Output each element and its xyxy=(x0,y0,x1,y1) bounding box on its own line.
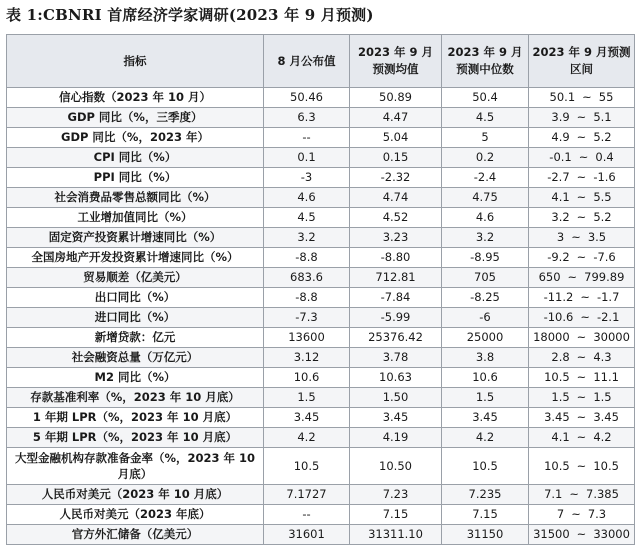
range-low-value: 4.9 xyxy=(551,130,570,144)
indicator-label: 大型金融机构存款准备金率（%，2023 年 10 月底） xyxy=(7,448,264,485)
forecast-mean-value: 1.50 xyxy=(350,388,442,408)
indicator-label: 1 年期 LPR（%，2023 年 10 月底） xyxy=(7,408,264,428)
table-row xyxy=(7,408,635,428)
forecast-median-value: -2.4 xyxy=(442,168,529,188)
table-row xyxy=(7,188,635,208)
range-high-value: 33000 xyxy=(593,527,630,541)
range-separator: ~ xyxy=(576,130,587,144)
forecast-median-value: 4.6 xyxy=(442,208,529,228)
indicator-label: 贸易顺差（亿美元） xyxy=(7,268,264,288)
forecast-range xyxy=(529,408,635,428)
forecast-median-value: -6 xyxy=(442,308,529,328)
forecast-range xyxy=(529,525,635,545)
forecast-range xyxy=(529,288,635,308)
aug-actual-value: 31601 xyxy=(264,525,350,545)
indicator-label: GDP 同比（%，三季度） xyxy=(7,108,264,128)
range-high-value: 1.5 xyxy=(593,390,612,404)
indicator-label: 5 年期 LPR（%，2023 年 10 月底） xyxy=(7,428,264,448)
aug-actual-value: 1.5 xyxy=(264,388,350,408)
table-row xyxy=(7,388,635,408)
range-high-value: 799.89 xyxy=(584,270,625,284)
forecast-mean-value: -8.80 xyxy=(350,248,442,268)
range-high-value: 0.4 xyxy=(595,150,614,164)
range-high-value: -1.6 xyxy=(593,170,616,184)
header-forecast-range: 2023 年 9 月预测 区间 xyxy=(529,35,635,88)
range-separator: ~ xyxy=(569,487,579,501)
forecast-median-value: 1.5 xyxy=(442,388,529,408)
range-separator: ~ xyxy=(576,190,587,204)
aug-actual-value: -- xyxy=(264,505,350,525)
forecast-mean-value: 50.89 xyxy=(350,88,442,108)
indicator-label: 社会消费品零售总额同比（%） xyxy=(7,188,264,208)
indicator-label: 出口同比（%） xyxy=(7,288,264,308)
indicator-label: 存款基准利率（%，2023 年 10 月底） xyxy=(7,388,264,408)
range-separator: ~ xyxy=(578,150,589,164)
forecast-median-value: -8.25 xyxy=(442,288,529,308)
range-low-value: 3.45 xyxy=(544,410,570,424)
forecast-range xyxy=(529,505,635,525)
forecast-mean-value: 4.52 xyxy=(350,208,442,228)
aug-actual-value: 7.1727 xyxy=(264,485,350,505)
range-separator: ~ xyxy=(571,507,581,521)
range-high-value: -7.6 xyxy=(593,250,616,264)
table-body xyxy=(7,88,635,545)
forecast-range xyxy=(529,148,635,168)
forecast-median-value: 3.2 xyxy=(442,228,529,248)
forecast-median-value: 5 xyxy=(442,128,529,148)
forecast-range xyxy=(529,328,635,348)
range-high-value: 7.3 xyxy=(587,507,607,521)
forecast-table xyxy=(6,34,635,545)
table-caption: 表 1:CBNRI 首席经济学家调研(2023 年 9 月预测) xyxy=(6,6,374,24)
forecast-mean-value: 0.15 xyxy=(350,148,442,168)
range-high-value: 3.5 xyxy=(587,230,607,244)
forecast-range xyxy=(529,428,635,448)
range-high-value: 11.1 xyxy=(593,370,619,384)
range-low-value: -2.7 xyxy=(547,170,570,184)
header-forecast-median: 2023 年 9 月 预测中位数 xyxy=(442,35,529,88)
aug-actual-value: -3 xyxy=(264,168,350,188)
forecast-range xyxy=(529,368,635,388)
forecast-median-value: 4.5 xyxy=(442,108,529,128)
forecast-median-value: 10.6 xyxy=(442,368,529,388)
table-row xyxy=(7,505,635,525)
range-separator: ~ xyxy=(576,410,587,424)
range-low-value: -10.6 xyxy=(543,310,574,324)
forecast-range xyxy=(529,308,635,328)
range-low-value: 1.5 xyxy=(551,390,570,404)
forecast-range xyxy=(529,485,635,505)
forecast-range xyxy=(529,348,635,368)
table-row xyxy=(7,288,635,308)
table-row xyxy=(7,88,635,108)
aug-actual-value: 50.46 xyxy=(264,88,350,108)
range-high-value: 5.2 xyxy=(593,210,612,224)
forecast-range xyxy=(529,188,635,208)
aug-actual-value: -- xyxy=(264,128,350,148)
table-row xyxy=(7,228,635,248)
range-low-value: 3.9 xyxy=(551,110,570,124)
forecast-mean-value: 10.50 xyxy=(350,448,442,485)
aug-actual-value: 10.6 xyxy=(264,368,350,388)
range-low-value: 18000 xyxy=(533,330,570,344)
forecast-range xyxy=(529,108,635,128)
range-low-value: 4.1 xyxy=(551,190,570,204)
aug-actual-value: 6.3 xyxy=(264,108,350,128)
table-row xyxy=(7,108,635,128)
forecast-median-value: 7.15 xyxy=(442,505,529,525)
indicator-label: 新增贷款：亿元 xyxy=(7,328,264,348)
range-high-value: 10.5 xyxy=(593,458,619,473)
table-row xyxy=(7,368,635,388)
aug-actual-value: 4.6 xyxy=(264,188,350,208)
range-low-value: 2.8 xyxy=(551,350,570,364)
range-low-value: -0.1 xyxy=(549,150,572,164)
forecast-mean-value: 7.23 xyxy=(350,485,442,505)
aug-actual-value: 3.45 xyxy=(264,408,350,428)
range-low-value: 4.1 xyxy=(551,430,570,444)
forecast-mean-value: 712.81 xyxy=(350,268,442,288)
indicator-label: 固定资产投资累计增速同比（%） xyxy=(7,228,264,248)
forecast-median-value: 10.5 xyxy=(442,448,529,485)
range-low-value: 7.1 xyxy=(544,487,563,501)
range-high-value: 4.2 xyxy=(593,430,612,444)
range-low-value: 10.5 xyxy=(544,370,570,384)
aug-actual-value: 13600 xyxy=(264,328,350,348)
forecast-median-value: 0.2 xyxy=(442,148,529,168)
forecast-range xyxy=(529,268,635,288)
range-high-value: -1.7 xyxy=(596,290,620,304)
forecast-mean-value: 4.19 xyxy=(350,428,442,448)
aug-actual-value: -8.8 xyxy=(264,248,350,268)
range-separator: ~ xyxy=(576,370,587,384)
aug-actual-value: -8.8 xyxy=(264,288,350,308)
indicator-label: 信心指数（2023 年 10 月） xyxy=(7,88,264,108)
range-high-value: 3.45 xyxy=(593,410,619,424)
forecast-median-value: 25000 xyxy=(442,328,529,348)
range-separator: ~ xyxy=(576,390,587,404)
forecast-range xyxy=(529,128,635,148)
forecast-range xyxy=(529,248,635,268)
range-low-value: 650 xyxy=(538,270,561,284)
range-separator: ~ xyxy=(576,250,587,264)
forecast-median-value: 3.8 xyxy=(442,348,529,368)
aug-actual-value: 3.12 xyxy=(264,348,350,368)
forecast-median-value: 4.75 xyxy=(442,188,529,208)
forecast-median-value: 31150 xyxy=(442,525,529,545)
forecast-range xyxy=(529,388,635,408)
range-separator: ~ xyxy=(576,170,587,184)
indicator-label: PPI 同比（%） xyxy=(7,168,264,188)
range-separator: ~ xyxy=(576,330,587,344)
aug-actual-value: 4.5 xyxy=(264,208,350,228)
forecast-range xyxy=(529,168,635,188)
forecast-mean-value: -7.84 xyxy=(350,288,442,308)
indicator-label: 进口同比（%） xyxy=(7,308,264,328)
indicator-label: GDP 同比（%，2023 年） xyxy=(7,128,264,148)
table-row xyxy=(7,348,635,368)
forecast-mean-value: 31311.10 xyxy=(350,525,442,545)
aug-actual-value: 0.1 xyxy=(264,148,350,168)
range-low-value: 3 xyxy=(556,230,565,244)
forecast-range xyxy=(529,228,635,248)
range-high-value: 5.2 xyxy=(593,130,612,144)
table-row xyxy=(7,308,635,328)
header-forecast-mean: 2023 年 9 月 预测均值 xyxy=(350,35,442,88)
header-indicator: 指标 xyxy=(7,35,264,88)
forecast-range xyxy=(529,448,635,485)
indicator-label: M2 同比（%） xyxy=(7,368,264,388)
forecast-median-value: 4.2 xyxy=(442,428,529,448)
table-row xyxy=(7,248,635,268)
indicator-label: 社会融资总量（万亿元） xyxy=(7,348,264,368)
range-high-value: 7.385 xyxy=(586,487,619,501)
table-row xyxy=(7,485,635,505)
range-low-value: 10.5 xyxy=(544,458,570,473)
range-high-value: 30000 xyxy=(593,330,630,344)
table-row xyxy=(7,328,635,348)
table-row xyxy=(7,148,635,168)
range-low-value: 50.1 xyxy=(549,90,576,104)
range-separator: ~ xyxy=(580,290,590,304)
range-high-value: 4.3 xyxy=(593,350,612,364)
range-high-value: -2.1 xyxy=(596,310,620,324)
aug-actual-value: 3.2 xyxy=(264,228,350,248)
forecast-median-value: 7.235 xyxy=(442,485,529,505)
forecast-range xyxy=(529,208,635,228)
range-high-value: 5.1 xyxy=(593,110,612,124)
header-aug-actual: 8 月公布值 xyxy=(264,35,350,88)
table-row xyxy=(7,448,635,485)
range-separator: ~ xyxy=(576,110,587,124)
forecast-median-value: 705 xyxy=(442,268,529,288)
aug-actual-value: -7.3 xyxy=(264,308,350,328)
range-low-value: -9.2 xyxy=(547,250,570,264)
range-high-value: 5.5 xyxy=(593,190,612,204)
range-separator: ~ xyxy=(576,527,587,541)
range-separator: ~ xyxy=(582,90,592,104)
range-high-value: 55 xyxy=(598,90,614,104)
forecast-mean-value: 4.47 xyxy=(350,108,442,128)
table-row xyxy=(7,268,635,288)
indicator-label: 人民币对美元（2023 年 10 月底） xyxy=(7,485,264,505)
forecast-mean-value: 5.04 xyxy=(350,128,442,148)
table-row xyxy=(7,168,635,188)
range-separator: ~ xyxy=(576,210,587,224)
forecast-mean-value: 3.23 xyxy=(350,228,442,248)
table-row xyxy=(7,208,635,228)
forecast-mean-value: 10.63 xyxy=(350,368,442,388)
aug-actual-value: 4.2 xyxy=(264,428,350,448)
table-row xyxy=(7,128,635,148)
forecast-mean-value: 3.78 xyxy=(350,348,442,368)
aug-actual-value: 10.5 xyxy=(264,448,350,485)
forecast-mean-value: -5.99 xyxy=(350,308,442,328)
range-separator: ~ xyxy=(567,270,578,284)
forecast-mean-value: 3.45 xyxy=(350,408,442,428)
range-low-value: 3.2 xyxy=(551,210,570,224)
indicator-label: 人民币对美元（2023 年底） xyxy=(7,505,264,525)
forecast-mean-value: 25376.42 xyxy=(350,328,442,348)
forecast-median-value: -8.95 xyxy=(442,248,529,268)
aug-actual-value: 683.6 xyxy=(264,268,350,288)
indicator-label: 全国房地产开发投资累计增速同比（%） xyxy=(7,248,264,268)
forecast-mean-value: 7.15 xyxy=(350,505,442,525)
table-row xyxy=(7,428,635,448)
forecast-median-value: 50.4 xyxy=(442,88,529,108)
range-low-value: 7 xyxy=(556,507,565,521)
table-row xyxy=(7,525,635,545)
range-separator: ~ xyxy=(576,458,587,473)
range-separator: ~ xyxy=(576,350,587,364)
forecast-median-value: 3.45 xyxy=(442,408,529,428)
header-row xyxy=(7,35,635,88)
range-separator: ~ xyxy=(580,310,590,324)
forecast-range xyxy=(529,88,635,108)
indicator-label: CPI 同比（%） xyxy=(7,148,264,168)
range-separator: ~ xyxy=(571,230,581,244)
forecast-mean-value: -2.32 xyxy=(350,168,442,188)
indicator-label: 官方外汇储备（亿美元） xyxy=(7,525,264,545)
range-low-value: -11.2 xyxy=(543,290,574,304)
range-separator: ~ xyxy=(576,430,587,444)
forecast-mean-value: 4.74 xyxy=(350,188,442,208)
indicator-label: 工业增加值同比（%） xyxy=(7,208,264,228)
range-low-value: 31500 xyxy=(533,527,570,541)
